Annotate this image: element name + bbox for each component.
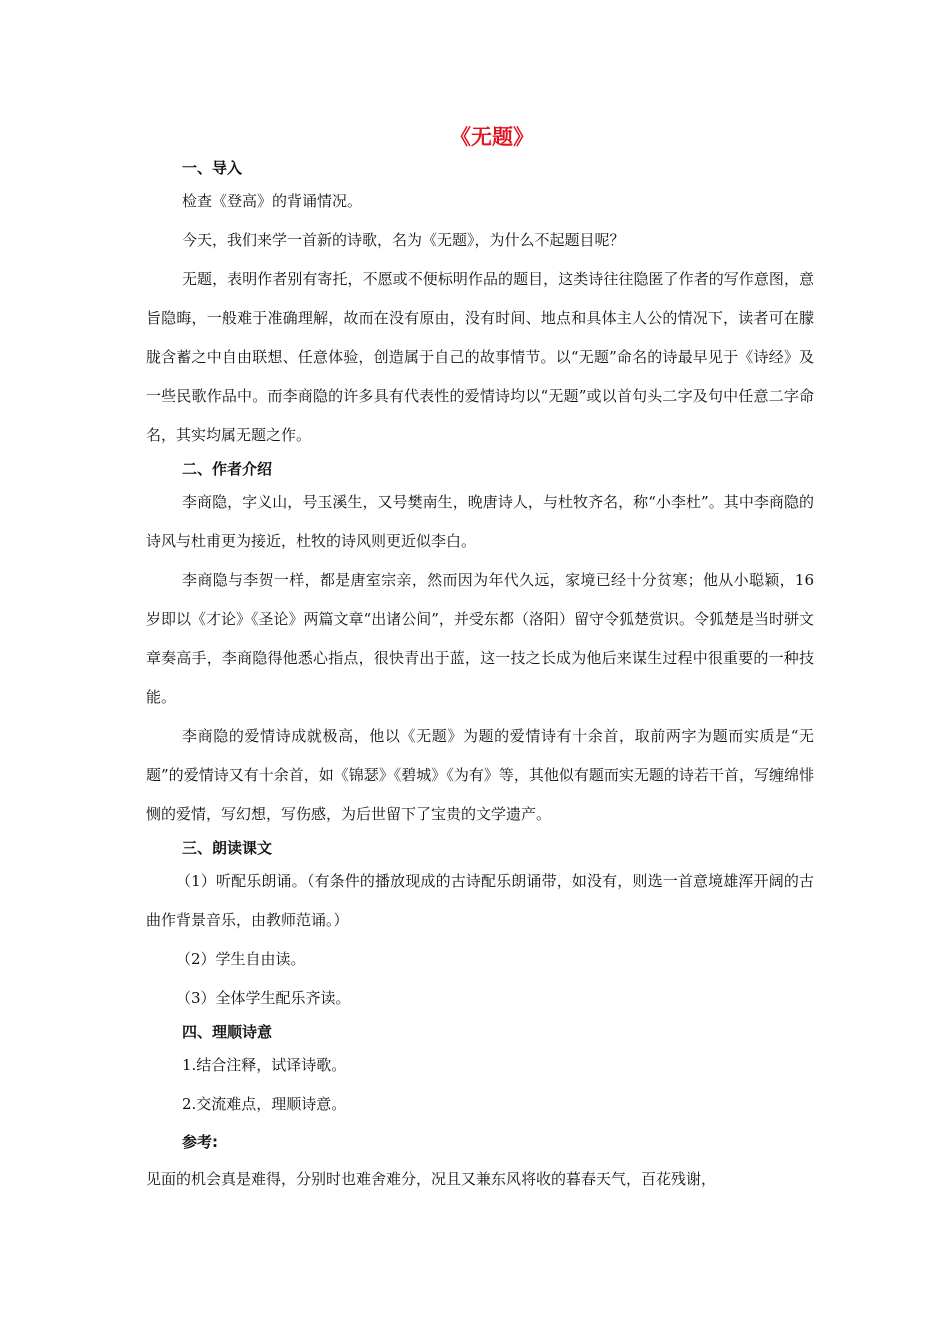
section-heading-author: 二、作者介绍: [182, 460, 273, 478]
paragraph: （3）全体学生配乐齐读。: [176, 989, 351, 1007]
paragraph: 无题，表明作者别有寄托，不愿或不便标明作品的题目，这类诗往往隐匿了作者的写作意图，意旨隐晦，一般难于准确理解，故而在没有原由，没有时间、地点和具体主人公的情况下，读者可在朦胧含蓄之中自由联想、任意体验，创造属于自己的故事情节。以“无题”命名的诗最早见于《诗经》及一些民歌作品中。而李商隐的许多具有代表性的爱情诗均以“无题”或以首句头二字及句中任意二字命名，其实均属无题之作。: [146, 270, 814, 444]
document-title: 《无题》: [450, 125, 534, 149]
reference-label: 参考:: [182, 1133, 218, 1151]
section-heading-meaning: 四、理顺诗意: [182, 1023, 273, 1041]
paragraph: 李商隐与李贺一样，都是唐室宗亲，然而因为年代久远，家境已经十分贫寒；他从小聪颖，16岁即以《才论》《圣论》两篇文章“出诸公间”，并受东都（洛阳）留守令狐楚赏识。令狐楚是当时骈文章奏高手，李商隐得他悉心指点，很快青出于蓝，这一技之长成为他后来谋生过程中很重要的一种技能。: [146, 571, 814, 706]
paragraph: （2）学生自由读。: [176, 950, 306, 968]
paragraph: 1.结合注释，试译诗歌。: [182, 1056, 347, 1074]
paragraph: 李商隐，字义山，号玉溪生，又号樊南生，晚唐诗人，与杜牧齐名，称“小李杜”。其中李商隐的诗风与杜甫更为接近，杜牧的诗风则更近似李白。: [146, 493, 814, 550]
paragraph: 检查《登高》的背诵情况。: [182, 192, 363, 210]
paragraph: 2.交流难点，理顺诗意。: [182, 1095, 347, 1113]
paragraph: 见面的机会真是难得，分别时也难舍难分，况且又兼东风将收的暮春天气，百花残谢，: [146, 1170, 717, 1188]
paragraph: （1）听配乐朗诵。（有条件的播放现成的古诗配乐朗诵带，如没有，则选一首意境雄浑开阔的古曲作背景音乐，由教师范诵。）: [146, 872, 814, 929]
paragraph: 李商隐的爱情诗成就极高，他以《无题》为题的爱情诗有十余首，取前两字为题而实质是“无题”的爱情诗又有十余首，如《锦瑟》《碧城》《为有》等，其他似有题而实无题的诗若干首，写缠绵悱恻的爱情，写幻想，写伤感，为后世留下了宝贵的文学遗产。: [146, 727, 814, 823]
paragraph: 今天，我们来学一首新的诗歌，名为《无题》，为什么不起题目呢？: [182, 231, 625, 249]
section-heading-intro: 一、导入: [182, 159, 243, 177]
section-heading-reading: 三、朗读课文: [182, 839, 273, 857]
document-page: [146, 120, 814, 1199]
